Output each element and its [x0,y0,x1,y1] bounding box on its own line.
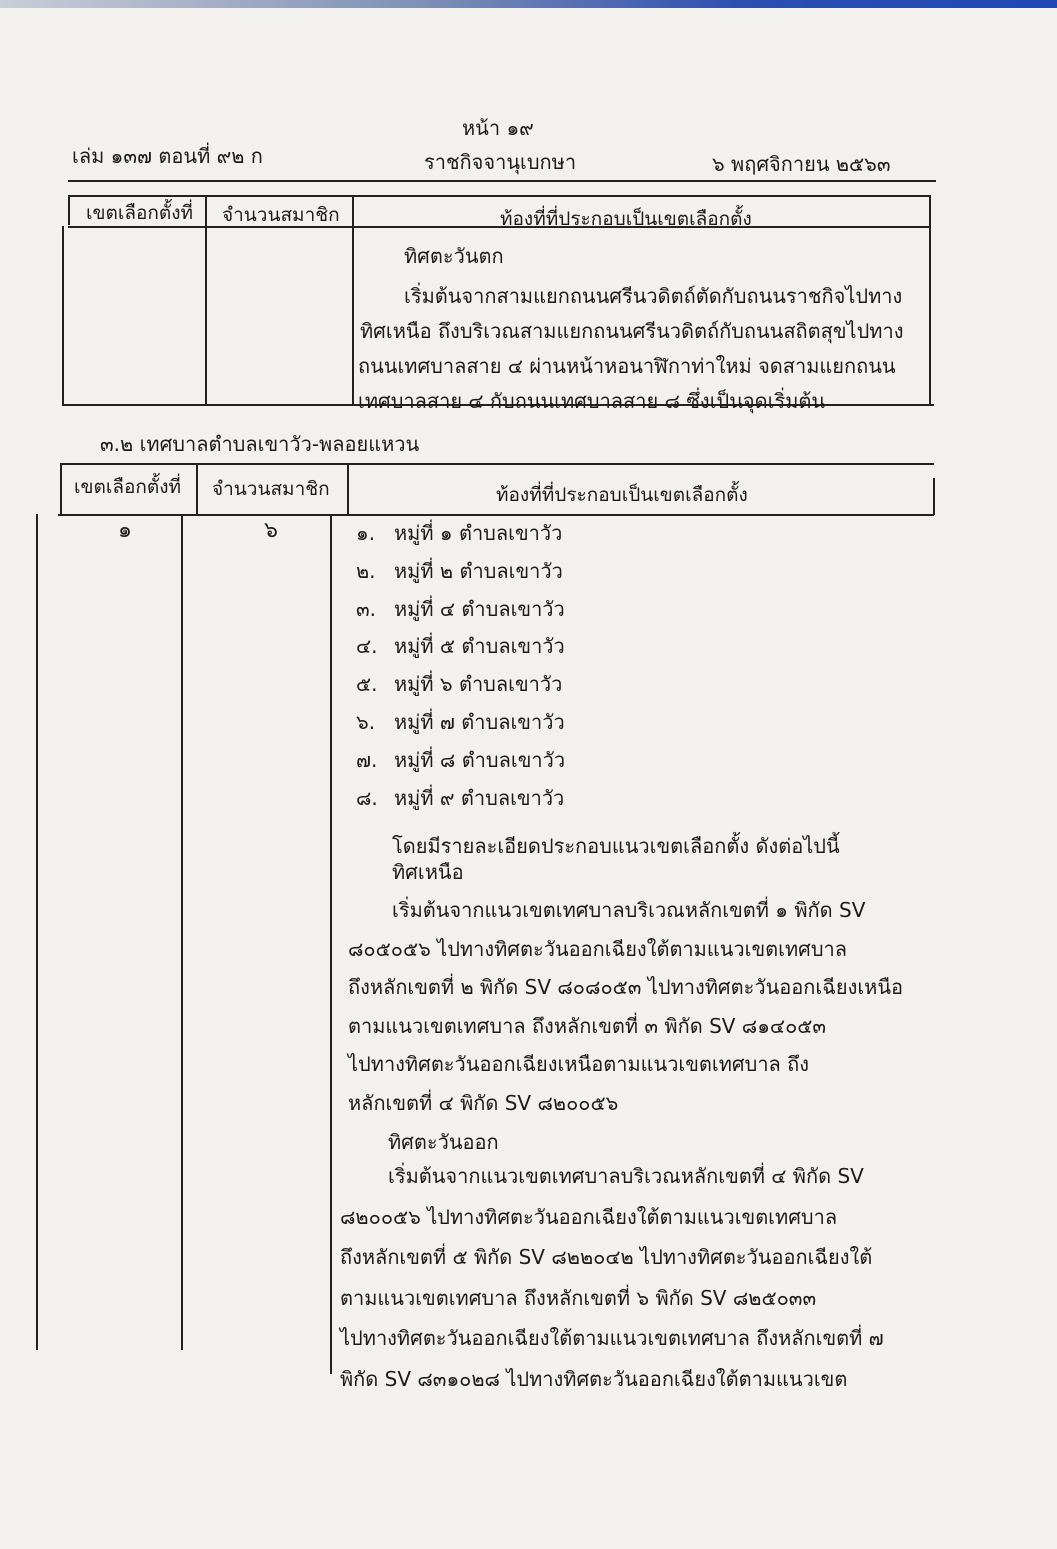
east-line: ไปทางทิศตะวันออกเฉียงใต้ตามแนวเขตเทศบาล ถึงหลักเขตที่ ๗ [340,1326,884,1350]
east-line: ๘๒๐๐๕๖ ไปทางทิศตะวันออกเฉียงใต้ตามแนวเขตเทศบาล [340,1204,838,1229]
east-heading: ทิศตะวันออก [388,1130,499,1154]
village-number: ๔. [356,634,378,659]
village-item: หมู่ที่ ๔ ตำบลเขาวัว [394,596,565,621]
village-item: หมู่ที่ ๘ ตำบลเขาวัว [394,747,566,772]
member-count: ๖ [264,518,278,543]
table1-header-district: เขตเลือกตั้งที่ [86,202,194,224]
scan-edge-band [0,0,1057,8]
north-line: หลักเขตที่ ๔ พิกัด SV ๘๒๐๐๕๖ [348,1090,619,1115]
village-item: หมู่ที่ ๖ ตำบลเขาวัว [394,672,563,697]
east-line: เริ่มต้นจากแนวเขตเทศบาลบริเวณหลักเขตที่ ๔ พิกัด SV [388,1164,864,1188]
table1-line: เริ่มต้นจากสามแยกถนนศรีนวดิตถ์ตัดกับถนนราชกิจไปทาง [404,284,903,308]
north-line: ๘๐๕๐๕๖ ไปทางทิศตะวันออกเฉียงใต้ตามแนวเขตเทศบาล [348,936,848,961]
village-number: ๓. [356,596,377,621]
village-number: ๕. [356,672,378,697]
header-rule [68,180,936,182]
north-heading: ทิศเหนือ [392,860,464,884]
section-title: ๓.๒ เทศบาลตำบลเขาวัว-พลอยแหวน [100,432,420,456]
village-item: หมู่ที่ ๗ ตำบลเขาวัว [394,710,565,734]
detail-intro: โดยมีรายละเอียดประกอบแนวเขตเลือกตั้ง ดังต่อไปนี้ [392,834,840,858]
table1-line: ถนนเทศบาลสาย ๔ ผ่านหน้าหอนาฬิกาท่าใหม่ จดสามแยกถนน [358,354,896,378]
table1-line: เทศบาลสาย ๔ กับถนนเทศบาลสาย ๘ ซึ่งเป็นจุดเริ่มต้น [358,389,826,413]
north-line: ตามแนวเขตเทศบาล ถึงหลักเขตที่ ๓ พิกัด SV ๘๑๔๐๕๓ [348,1013,827,1038]
village-number: ๗. [356,747,378,772]
east-line: พิกัด SV ๘๓๑๐๒๘ ไปทางทิศตะวันออกเฉียงใต้ตามแนวเขต [340,1366,848,1391]
north-line: ถึงหลักเขตที่ ๒ พิกัด SV ๘๐๘๐๕๓ ไปทางทิศตะวันออกเฉียงเหนือ [348,975,904,999]
table2-header-area: ท้องที่ที่ประกอบเป็นเขตเลือกตั้ง [496,484,748,506]
north-line: เริ่มต้นจากแนวเขตเทศบาลบริเวณหลักเขตที่ ๑ พิกัด SV [392,898,866,922]
table1-line: ทิศตะวันตก [404,244,504,268]
village-number: ๒. [356,558,376,583]
north-line: ไปทางทิศตะวันออกเฉียงเหนือตามแนวเขตเทศบาล ถึง [348,1052,810,1076]
village-item: หมู่ที่ ๑ ตำบลเขาวัว [394,521,563,545]
village-number: ๑. [356,521,376,545]
page-number: หน้า ๑๙ [462,116,534,140]
publication-title: ราชกิจจานุเบกษา [424,150,577,174]
table1-header-members: จำนวนสมาชิก [222,204,340,226]
village-item: หมู่ที่ ๒ ตำบลเขาวัว [394,558,563,583]
village-item: หมู่ที่ ๙ ตำบลเขาวัว [394,785,565,810]
table1-line: ทิศเหนือ ถึงบริเวณสามแยกถนนศรีนวดิตถ์กับถนนสถิตสุขไปทาง [360,319,904,343]
village-number: ๘. [356,785,378,810]
district-number: ๑ [118,518,132,543]
table2-header-members: จำนวนสมาชิก [212,478,330,500]
village-item: หมู่ที่ ๕ ตำบลเขาวัว [394,634,565,659]
publication-date: ๖ พฤศจิกายน ๒๕๖๓ [712,152,891,176]
table1-header-area: ท้องที่ที่ประกอบเป็นเขตเลือกตั้ง [500,208,752,230]
east-line: ตามแนวเขตเทศบาล ถึงหลักเขตที่ ๖ พิกัด SV ๘๒๕๐๓๓ [340,1285,817,1310]
table2-header-district: เขตเลือกตั้งที่ [74,476,182,498]
village-number: ๖. [356,710,376,734]
east-line: ถึงหลักเขตที่ ๕ พิกัด SV ๘๒๒๐๔๒ ไปทางทิศตะวันออกเฉียงใต้ [340,1245,873,1269]
volume-info: เล่ม ๑๓๗ ตอนที่ ๙๒ ก [72,144,263,168]
